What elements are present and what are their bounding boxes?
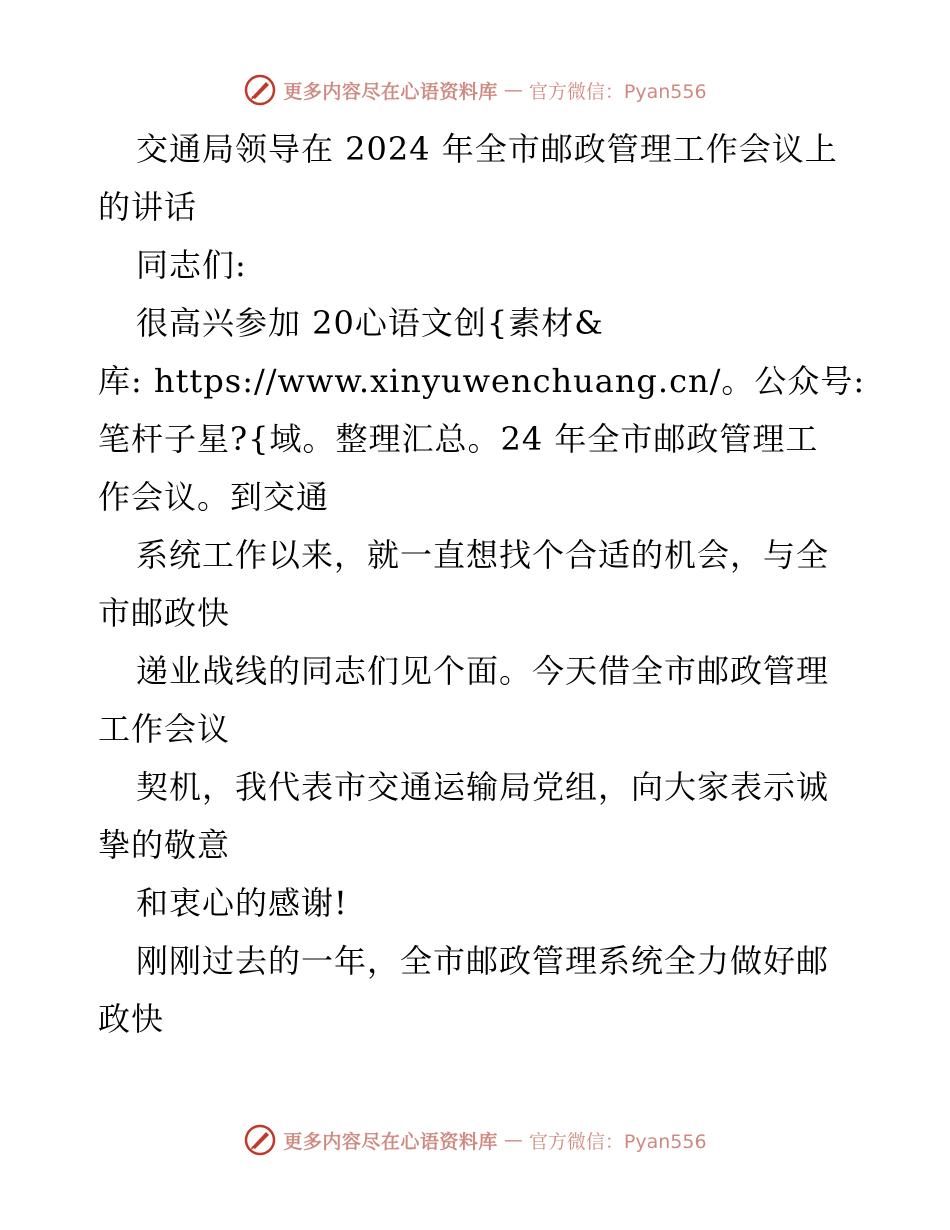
header-separator: —	[503, 79, 523, 101]
paragraph-line: 递业战线的同志们见个面。今天借全市邮政管理	[136, 652, 830, 690]
paragraph-line: 系统工作以来，就一直想找个合适的机会，与全	[136, 536, 830, 574]
brush-logo-icon	[243, 73, 277, 107]
footer-wechat: 官方微信：Pyan556	[528, 1130, 707, 1153]
document-body	[98, 120, 866, 1048]
footer-separator: —	[503, 1129, 523, 1151]
paragraph-line: 市邮政快	[98, 594, 231, 632]
paragraph-line: 很高兴参加 20心语文创{素材&	[136, 304, 604, 342]
footer-banner	[0, 1120, 950, 1160]
paragraph-line: 和衷心的感谢!	[136, 884, 348, 922]
title-line-1: 交通局领导在 2024 年全市邮政管理工作会议上	[136, 130, 838, 168]
paragraph-line: 契机，我代表市交通运输局党组，向大家表示诚	[136, 768, 830, 806]
paragraph-line: 政快	[98, 1000, 165, 1038]
paragraph-line: 笔杆子星?{域。整理汇总。24 年全市邮政管理工	[98, 420, 819, 458]
title-line-2: 的讲话	[98, 188, 198, 226]
header-slogan: 更多内容尽在心语资料库	[283, 80, 498, 103]
paragraph-line: 库: https://www.xinyuwenchuang.cn/。公众号:	[98, 362, 866, 400]
header-banner	[0, 70, 950, 110]
paragraph-line: 工作会议	[98, 710, 231, 748]
salutation: 同志们:	[136, 246, 247, 284]
header-wechat: 官方微信：Pyan556	[528, 80, 707, 103]
paragraph-line: 刚刚过去的一年，全市邮政管理系统全力做好邮	[136, 942, 830, 980]
paragraph-line: 作会议。到交通	[98, 478, 330, 516]
paragraph-line: 挚的敬意	[98, 826, 231, 864]
footer-slogan: 更多内容尽在心语资料库	[283, 1130, 498, 1153]
brush-logo-icon	[243, 1123, 277, 1157]
